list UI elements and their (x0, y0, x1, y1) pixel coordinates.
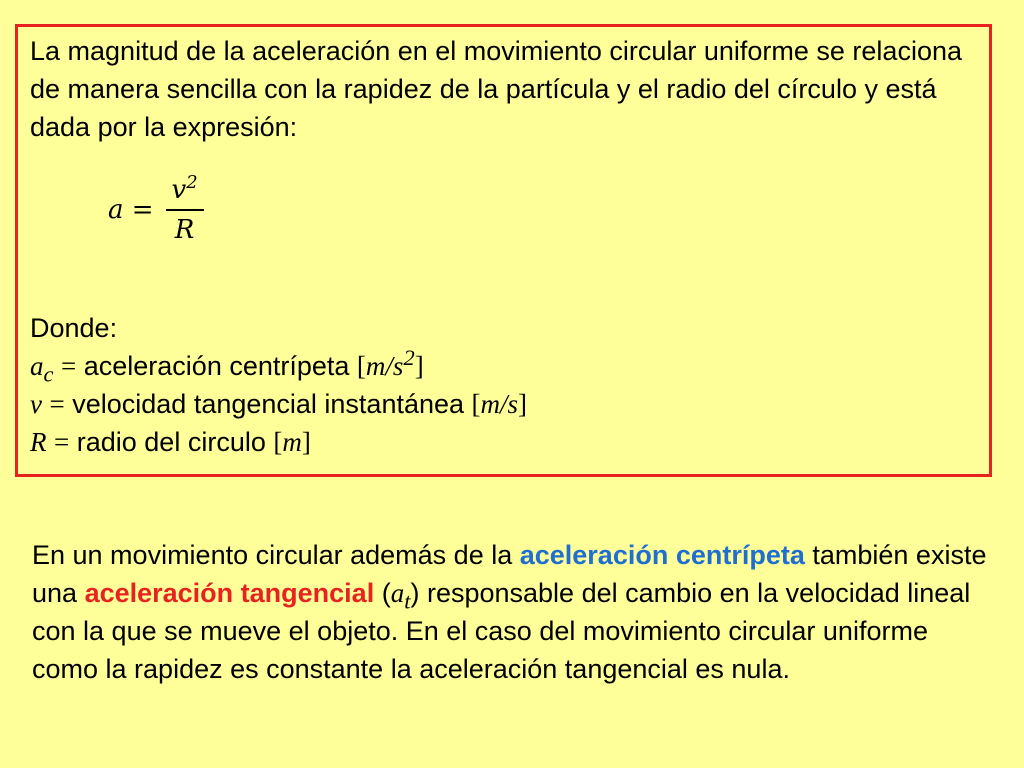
definition-bracket-close: ] (301, 427, 311, 457)
paragraph-text: En un movimiento circular además de la (32, 540, 520, 570)
definition-bracket-open: [ (273, 427, 283, 457)
definition-unit: m/s (480, 389, 519, 419)
definition-text: velocidad tangencial instantánea (64, 389, 472, 419)
formula-denominator: R (174, 215, 195, 245)
paragraph-text: ) responsable del cambio en la velocidad lineal con la que se mueve el objeto. En el caso del movimiento circular uniforme como la rapidez es constante la aceleración tangencial es nula. (32, 578, 971, 684)
definition-bracket-close: ] (414, 351, 424, 381)
definition-unit-exponent: 2 (403, 345, 415, 370)
definitions-list (30, 309, 527, 461)
formula-fraction (166, 172, 204, 245)
centripetal-highlight: aceleración centrípeta (519, 540, 805, 570)
definition-text: aceleración centrípeta (76, 351, 357, 381)
tangential-symbol: a (390, 578, 405, 608)
definition-box (15, 24, 992, 477)
definition-bracket-open: [ (356, 351, 366, 381)
definition-item (30, 347, 527, 385)
definition-bracket-open: [ (471, 389, 481, 419)
formula-numerator (167, 172, 201, 209)
tangential-highlight: aceleración tangencial (84, 578, 375, 608)
definition-equals: = (61, 351, 77, 381)
intro-text: La magnitud de la aceleración en el movimiento circular uniforme se relaciona de manera sencilla con la rapidez de la partícula y el radio del círculo y está dada por la expresión: (30, 36, 962, 142)
definition-text: radio del circulo (69, 427, 274, 457)
tangential-subscript: t (404, 588, 411, 614)
definition-unit: m/s (365, 351, 404, 381)
acceleration-formula (108, 172, 204, 245)
definition-item (30, 385, 527, 423)
numerator-exponent: 2 (186, 172, 198, 193)
definition-item (30, 423, 527, 461)
definition-symbol: R (30, 427, 47, 457)
numerator-symbol: v (171, 175, 187, 205)
tangential-paragraph (32, 536, 992, 688)
definition-equals: = (54, 427, 70, 457)
definition-symbol: v (30, 389, 42, 419)
paragraph-text: también existe una (32, 540, 987, 608)
paragraph-text: ( (374, 578, 391, 608)
definitions-heading: Donde: (30, 313, 118, 343)
formula-lhs: a = (108, 195, 154, 225)
definition-symbol: a (30, 351, 44, 381)
definition-equals: = (49, 389, 65, 419)
definition-bracket-close: ] (518, 389, 528, 419)
definition-subscript: c (43, 361, 54, 387)
definition-unit: m (282, 427, 302, 457)
